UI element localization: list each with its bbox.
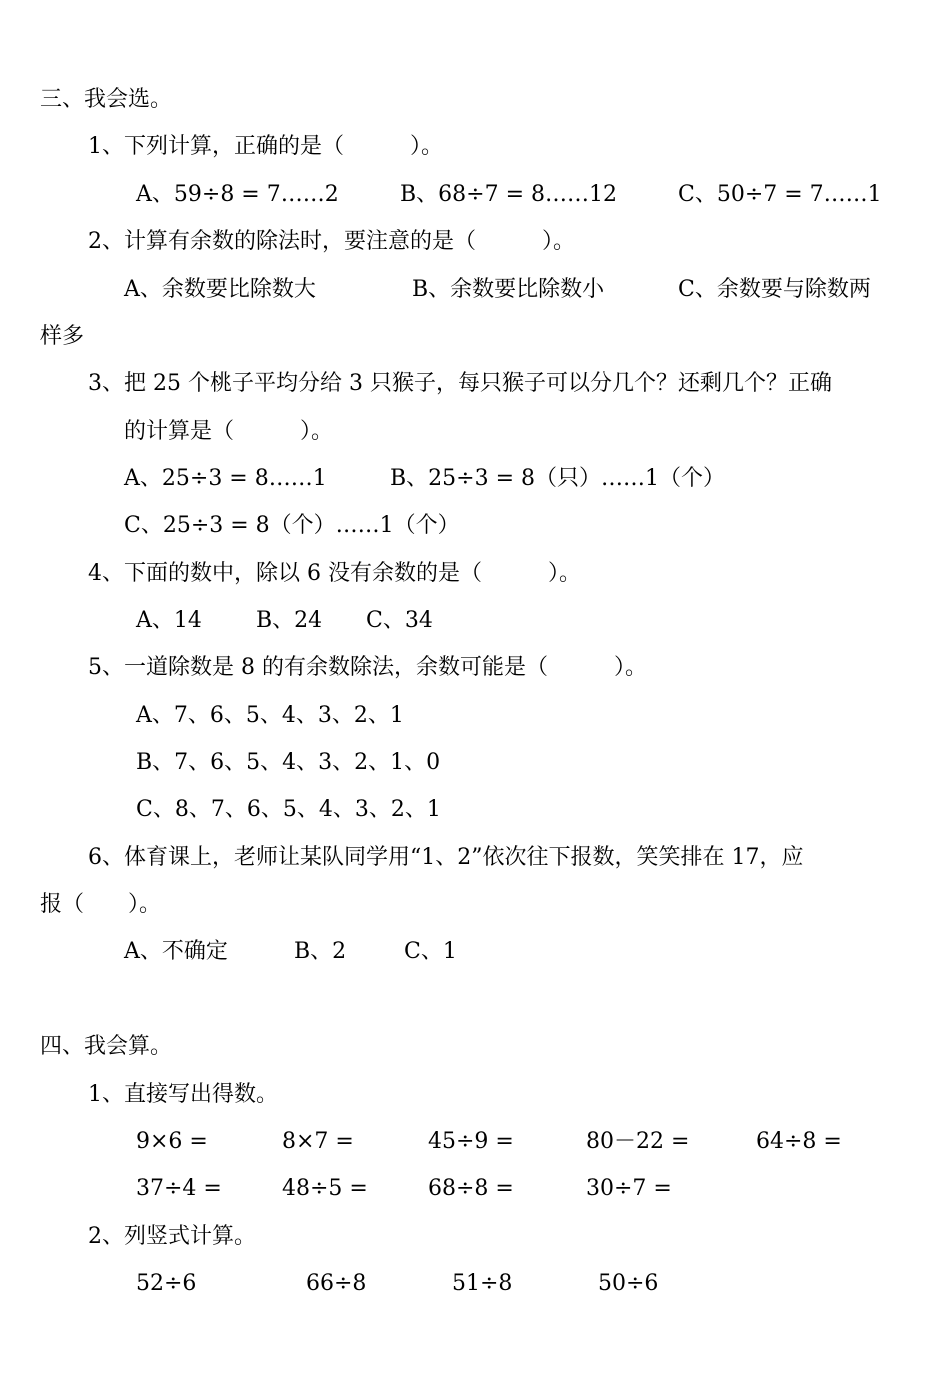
question-3-option-a: A、25÷3 = 8……1 <box>124 466 327 491</box>
question-2-option-c: C、余数要与除数两 <box>678 277 871 302</box>
calc-item: 64÷8 = <box>756 1129 842 1154</box>
question-2-option-c-continued: 样多 <box>40 324 85 349</box>
question-5-option-b: B、7、6、5、4、3、2、1、0 <box>136 750 441 775</box>
question-4-option-b: B、24 <box>256 608 323 633</box>
calc-item: 30÷7 = <box>586 1176 672 1201</box>
question-2-option-a: A、余数要比除数大 <box>124 277 316 302</box>
question-1-option-b: B、68÷7 = 8……12 <box>400 182 618 207</box>
question-6-option-a: A、不确定 <box>124 939 228 964</box>
question-3-option-b: B、25÷3 = 8（只）……1（个） <box>390 466 726 491</box>
question-3-option-c: C、25÷3 = 8（个）……1（个） <box>124 513 460 538</box>
question-6-option-b: B、2 <box>294 939 347 964</box>
question-1-option-a: A、59÷8 = 7……2 <box>136 182 339 207</box>
calc-item: 8×7 = <box>282 1129 354 1154</box>
question-5-text: 5、一道除数是 8 的有余数除法，余数可能是（ ）。 <box>88 655 647 680</box>
question-3-text-continued: 的计算是（ ）。 <box>124 419 334 444</box>
question-6-text-continued: 报（ ）。 <box>40 892 162 917</box>
section-3-title: 三、我会选。 <box>40 87 173 112</box>
calc-item: 68÷8 = <box>428 1176 514 1201</box>
question-2-option-b: B、余数要比除数小 <box>412 277 605 302</box>
question-4-text: 4、下面的数中，除以 6 没有余数的是（ ）。 <box>88 561 581 586</box>
vertical-calc-item: 66÷8 <box>306 1271 367 1296</box>
vertical-calc-item: 50÷6 <box>598 1271 659 1296</box>
question-5-option-a: A、7、6、5、4、3、2、1 <box>136 703 404 728</box>
calc-item: 9×6 = <box>136 1129 208 1154</box>
vertical-calc-item: 52÷6 <box>136 1271 197 1296</box>
question-4-option-c: C、34 <box>366 608 433 633</box>
section-4-title: 四、我会算。 <box>40 1034 173 1059</box>
vertical-calc-item: 51÷8 <box>452 1271 513 1296</box>
question-5-option-c: C、8、7、6、5、4、3、2、1 <box>136 797 441 822</box>
question-1-text: 1、下列计算，正确的是（ ）。 <box>88 134 443 159</box>
calc-item: 37÷4 = <box>136 1176 222 1201</box>
question-6-text: 6、体育课上，老师让某队同学用“1、2”依次往下报数，笑笑排在 17，应 <box>88 845 804 870</box>
calc-item: 48÷5 = <box>282 1176 368 1201</box>
calc-question-2-text: 2、列竖式计算。 <box>88 1224 256 1249</box>
question-3-text: 3、把 25 个桃子平均分给 3 只猴子，每只猴子可以分几个？还剩几个？正确 <box>88 371 832 396</box>
question-1-option-c: C、50÷7 = 7……1 <box>678 182 882 207</box>
question-6-option-c: C、1 <box>404 939 457 964</box>
question-4-option-a: A、14 <box>136 608 202 633</box>
calc-question-1-text: 1、直接写出得数。 <box>88 1082 278 1107</box>
calc-item: 80－22 = <box>586 1129 690 1154</box>
calc-item: 45÷9 = <box>428 1129 514 1154</box>
question-2-text: 2、计算有余数的除法时，要注意的是（ ）。 <box>88 229 575 254</box>
